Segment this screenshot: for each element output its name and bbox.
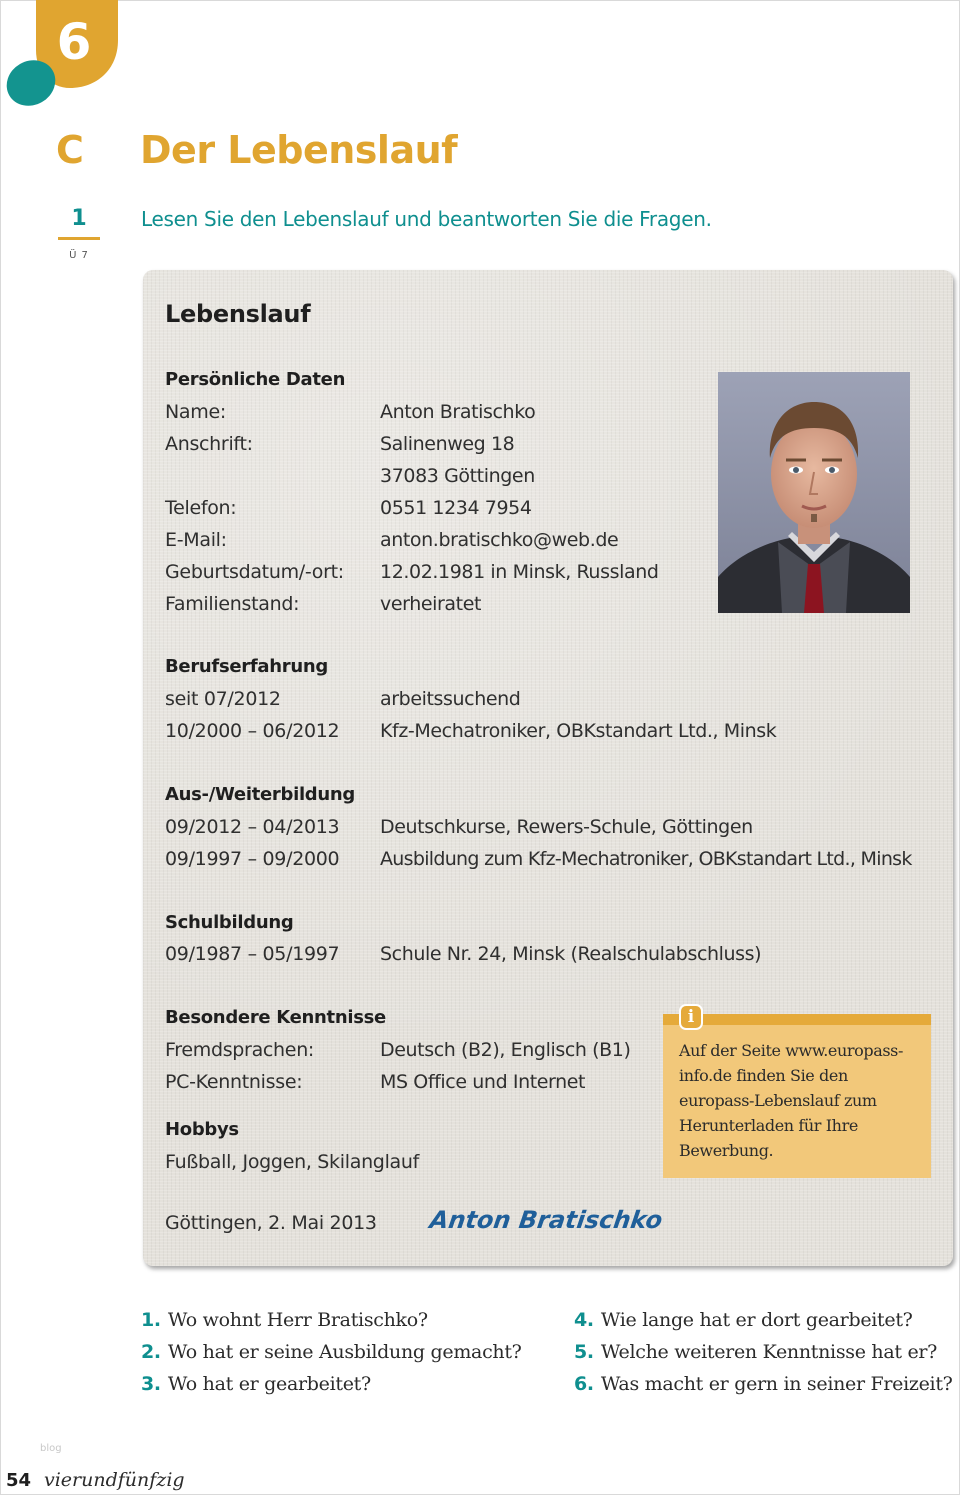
training-date: 09/1997 – 09/2000 (165, 848, 340, 870)
question-number: 6. (574, 1373, 594, 1395)
section-heading-training: Aus-/Weiterbildung (165, 784, 356, 805)
personal-label: Telefon: (165, 497, 237, 519)
personal-value: Anton Bratischko (380, 401, 536, 423)
question-text: Welche weiteren Kenntnisse hat er? (600, 1341, 938, 1363)
personal-label: Name: (165, 401, 226, 423)
question-number: 1. (141, 1309, 161, 1331)
question-text: Wo hat er gearbeitet? (167, 1373, 371, 1395)
question-item (574, 1309, 913, 1331)
task-reference: Ü 7 (69, 250, 89, 261)
personal-value: verheiratet (380, 593, 482, 615)
question-item (574, 1341, 937, 1363)
skills-label: Fremdsprachen: (165, 1039, 315, 1061)
place-date: Göttingen, 2. Mai 2013 (165, 1212, 377, 1234)
question-item (141, 1309, 428, 1331)
question-text: Wie lange hat er dort gearbeitet? (600, 1309, 913, 1331)
section-heading-personal: Persönliche Daten (165, 369, 346, 390)
section-title: Der Lebenslauf (140, 128, 458, 172)
chapter-number: 6 (56, 13, 92, 71)
section-heading-school: Schulbildung (165, 912, 294, 933)
skills-value: MS Office und Internet (380, 1071, 586, 1093)
section-heading-skills: Besondere Kenntnisse (165, 1007, 386, 1028)
skills-value: Deutsch (B2), Englisch (B1) (380, 1039, 631, 1061)
question-text: Was macht er gern in seiner Freizeit? (600, 1373, 953, 1395)
training-date: 09/2012 – 04/2013 (165, 816, 340, 838)
personal-label: Anschrift: (165, 433, 253, 455)
question-number: 3. (141, 1373, 161, 1395)
school-date: 09/1987 – 05/1997 (165, 943, 340, 965)
section-letter: C (56, 128, 84, 172)
question-text: Wo hat er seine Ausbildung gemacht? (167, 1341, 522, 1363)
personal-value: 12.02.1981 in Minsk, Russland (380, 561, 659, 583)
question-number: 2. (141, 1341, 161, 1363)
info-box-topbar (663, 1014, 931, 1025)
cv-title: Lebenslauf (165, 300, 311, 328)
page-number: 54 (6, 1470, 32, 1491)
portrait-photo (718, 372, 910, 613)
personal-label: Familienstand: (165, 593, 300, 615)
personal-value: Salinenweg 18 (380, 433, 515, 455)
experience-date: 10/2000 – 06/2012 (165, 720, 340, 742)
skills-label: PC-Kenntnisse: (165, 1071, 303, 1093)
experience-date: seit 07/2012 (165, 688, 281, 710)
personal-value: 0551 1234 7954 (380, 497, 532, 519)
question-item (141, 1341, 522, 1363)
training-value: Deutschkurse, Rewers-Schule, Göttingen (380, 816, 753, 838)
experience-value: arbeitssuchend (380, 688, 521, 710)
personal-label: E-Mail: (165, 529, 227, 551)
hobbies-text: Fußball, Joggen, Skilanglauf (165, 1151, 420, 1173)
training-value: Ausbildung zum Kfz-Mechatroniker, OBKstandart Ltd., Minsk (380, 848, 912, 870)
question-item (574, 1373, 953, 1395)
info-box-text: Auf der Seite www.europass-info.de finden Sie den europass-Lebenslauf zum Herunterladen für Ihre Bewerbung. (679, 1041, 903, 1160)
watermark-text: blog (40, 1443, 62, 1454)
personal-value: 37083 Göttingen (380, 465, 535, 487)
section-heading-experience: Berufserfahrung (165, 656, 328, 677)
question-item (141, 1373, 371, 1395)
info-box (663, 1014, 931, 1178)
section-heading-hobbies: Hobbys (165, 1119, 239, 1140)
signature: Anton Bratischko (428, 1206, 665, 1234)
page-number-word: vierundfünfzig (44, 1469, 185, 1491)
personal-label: Geburtsdatum/-ort: (165, 561, 344, 583)
task-instruction: Lesen Sie den Lebenslauf und beantworten Sie die Fragen. (141, 207, 712, 231)
personal-value: anton.bratischko@web.de (380, 529, 619, 551)
task-number: 1 (71, 206, 87, 231)
question-number: 4. (574, 1309, 594, 1331)
school-value: Schule Nr. 24, Minsk (Realschulabschluss) (380, 943, 762, 965)
task-number-underline (58, 237, 100, 240)
question-number: 5. (574, 1341, 594, 1363)
question-text: Wo wohnt Herr Bratischko? (167, 1309, 428, 1331)
info-icon: i (679, 1004, 703, 1030)
experience-value: Kfz-Mechatroniker, OBKstandart Ltd., Minsk (380, 720, 777, 742)
